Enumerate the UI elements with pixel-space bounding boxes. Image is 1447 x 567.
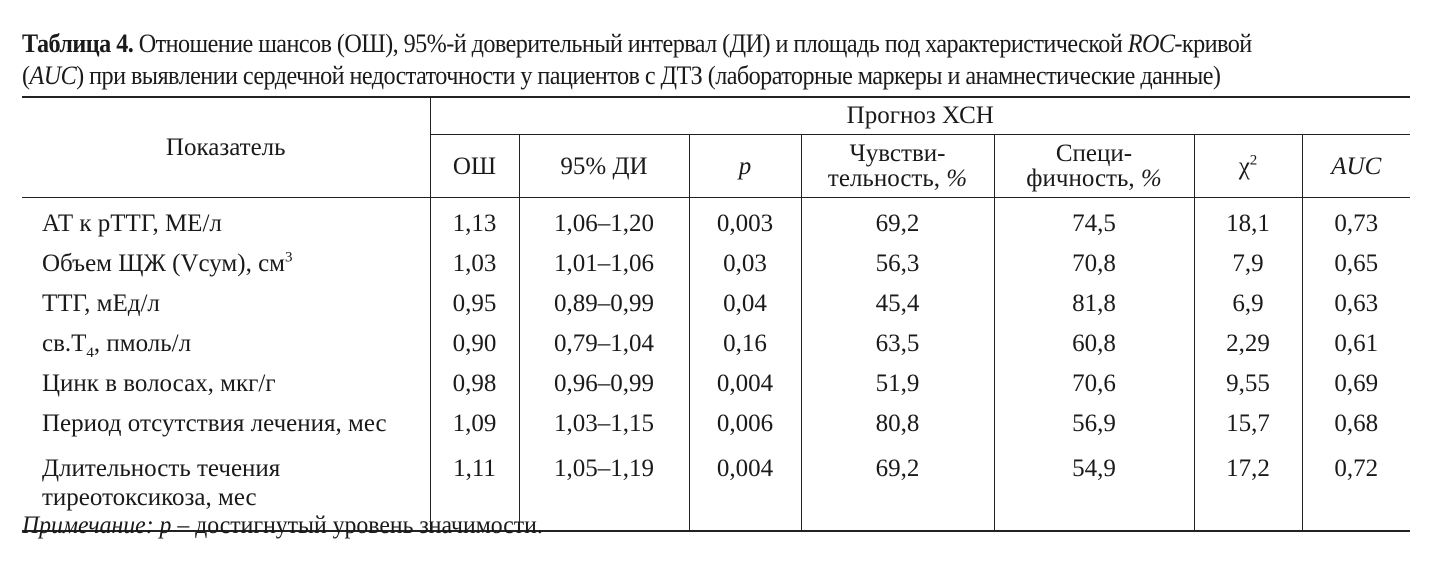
cell-auc: 0,73 [1302, 198, 1410, 245]
cell-ci: 1,05–1,19 [519, 444, 689, 531]
cell-auc: 0,65 [1302, 244, 1410, 284]
caption-table-number: Таблица 4. [22, 29, 134, 58]
cell-ci: 0,79–1,04 [519, 324, 689, 364]
cell-sensitivity: 80,8 [801, 404, 994, 444]
caption-text-end: -кривой [1174, 29, 1252, 58]
caption-line-1 [22, 28, 1319, 60]
caption-text-2: ) при выявлении сердечной недостаточности у пациентов с ДТЗ (лабораторные маркеры и анамнестические данные) [76, 61, 1221, 90]
header-sensitivity: Чувстви- тельность, % [801, 135, 994, 198]
caption-line-2 [22, 60, 1319, 92]
results-table [22, 96, 1410, 532]
cell-ci: 1,06–1,20 [519, 198, 689, 245]
cell-p: 0,004 [689, 444, 801, 531]
cell-auc: 0,63 [1302, 284, 1410, 324]
cell-ci: 0,96–0,99 [519, 364, 689, 404]
cell-auc: 0,61 [1302, 324, 1410, 364]
table-row [22, 244, 1410, 284]
table-note [22, 512, 543, 540]
cell-sensitivity: 69,2 [801, 198, 994, 245]
cell-or: 1,09 [430, 404, 519, 444]
note-p: p [159, 512, 172, 539]
note-text: – достигнутый уровень значимости. [171, 512, 543, 539]
table-row [22, 324, 1410, 364]
cell-auc: 0,69 [1302, 364, 1410, 404]
cell-p: 0,003 [689, 198, 801, 245]
header-forecast-group: Прогноз ХСН [430, 97, 1410, 135]
caption-paren: ( [22, 61, 30, 90]
cell-chi-square: 6,9 [1194, 284, 1302, 324]
table-caption [22, 28, 1319, 92]
row-label: ТТГ, мЕд/л [42, 290, 160, 317]
table-row [22, 284, 1410, 324]
cell-sensitivity: 51,9 [801, 364, 994, 404]
row-label: $св.Т_4$, пмоль/л [42, 330, 192, 361]
cell-specificity: 70,8 [994, 244, 1194, 284]
table-row [22, 364, 1410, 404]
caption-roc: ROC [1127, 29, 1175, 58]
cell-p: 0,16 [689, 324, 801, 364]
header-or: ОШ [430, 135, 519, 198]
cell-sensitivity: 45,4 [801, 284, 994, 324]
cell-ci: 0,89–0,99 [519, 284, 689, 324]
row-label: АТ к рТТГ, МЕ/л [42, 210, 222, 237]
cell-specificity: 81,8 [994, 284, 1194, 324]
cell-auc: 0,72 [1302, 444, 1410, 531]
cell-chi-square: 18,1 [1194, 198, 1302, 245]
cell-specificity: 54,9 [994, 444, 1194, 531]
header-p: p [689, 135, 801, 198]
cell-or: 0,98 [430, 364, 519, 404]
row-label: Цинк в волосах, мкг/г [42, 370, 276, 397]
cell-ci: 1,03–1,15 [519, 404, 689, 444]
table-row [22, 198, 1410, 245]
row-label: Период отсутствия лечения, мес [42, 410, 387, 437]
cell-p: 0,04 [689, 284, 801, 324]
caption-auc: AUC [29, 61, 77, 90]
cell-chi-square: 9,55 [1194, 364, 1302, 404]
caption-text: Отношение шансов (ОШ), 95%-й доверительный интервал (ДИ) и площадь под характеристической [133, 29, 1128, 58]
cell-specificity: 74,5 [994, 198, 1194, 245]
cell-chi-square: 17,2 [1194, 444, 1302, 531]
cell-specificity: 60,8 [994, 324, 1194, 364]
header-specificity: Специ- фичность, % [994, 135, 1194, 198]
cell-specificity: 56,9 [994, 404, 1194, 444]
cell-auc: 0,68 [1302, 404, 1410, 444]
row-label: Объем ЩЖ (Vсум), $см^3$ [42, 249, 293, 277]
cell-sensitivity: 63,5 [801, 324, 994, 364]
header-chi-square: $\chi^2$ [1194, 135, 1302, 198]
cell-chi-square: 15,7 [1194, 404, 1302, 444]
header-auc: AUC [1302, 135, 1410, 198]
table-row [22, 404, 1410, 444]
cell-p: 0,006 [689, 404, 801, 444]
cell-sensitivity: 56,3 [801, 244, 994, 284]
cell-ci: 1,01–1,06 [519, 244, 689, 284]
header-ci: 95% ДИ [519, 135, 689, 198]
cell-specificity: 70,6 [994, 364, 1194, 404]
cell-or: 1,03 [430, 244, 519, 284]
cell-sensitivity: 69,2 [801, 444, 994, 531]
header-indicator: Показатель [22, 97, 430, 198]
cell-or: 1,11 [430, 444, 519, 531]
row-label: Длительность течения тиреотоксикоза, мес [22, 444, 430, 531]
cell-p: 0,004 [689, 364, 801, 404]
cell-chi-square: 2,29 [1194, 324, 1302, 364]
cell-or: 0,90 [430, 324, 519, 364]
cell-p: 0,03 [689, 244, 801, 284]
cell-or: 0,95 [430, 284, 519, 324]
note-label: Примечание: [22, 512, 160, 539]
cell-chi-square: 7,9 [1194, 244, 1302, 284]
cell-or: 1,13 [430, 198, 519, 245]
